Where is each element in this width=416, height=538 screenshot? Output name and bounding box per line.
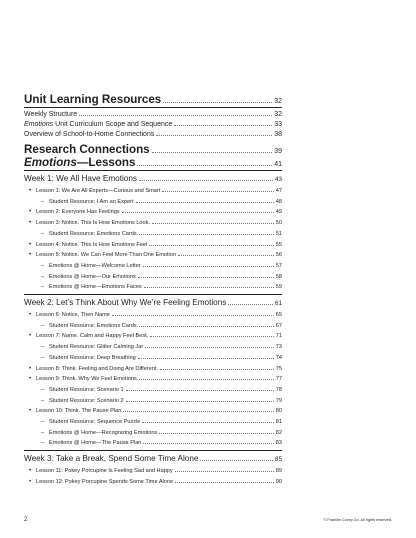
- toc-entry[interactable]: [24, 417, 282, 428]
- toc-entry-page-number: 78: [275, 386, 282, 393]
- toc-entry[interactable]: [24, 477, 282, 488]
- toc-entry-title: [36, 364, 158, 375]
- toc-entry-page-number: 39: [274, 148, 282, 155]
- toc-entry-page-number: 90: [275, 478, 282, 485]
- toc-entry-title: [49, 272, 136, 283]
- dot-leader: [126, 401, 274, 402]
- toc-entry-title: [49, 229, 137, 240]
- toc-entry[interactable]: [24, 321, 282, 332]
- toc-entry[interactable]: [24, 156, 282, 169]
- dot-leader: [160, 369, 274, 370]
- toc-entry[interactable]: [24, 438, 282, 449]
- toc-entry-title: [49, 428, 157, 439]
- section-divider: [24, 450, 282, 451]
- toc-entry-page-number: 71: [275, 333, 282, 340]
- toc-entry-page-number: 48: [275, 198, 282, 205]
- toc-entry[interactable]: [24, 428, 282, 439]
- toc-entry-page-number: 47: [275, 188, 282, 194]
- toc-entry-title-text: Student Resource: Scenario 1: [49, 386, 124, 393]
- toc-entry-title-text: Lesson 11: Pokey Porcupine Is Feeling Sad and Happy: [36, 468, 173, 475]
- toc-entry[interactable]: [24, 297, 282, 310]
- toc-entry[interactable]: [24, 218, 282, 229]
- toc-entry-title-text: Lesson 7: Name. Calm and Happy Feel Best.: [36, 333, 149, 340]
- section-divider: [24, 107, 282, 108]
- toc-entry-title: [49, 385, 124, 396]
- toc-entry-page-number: 79: [275, 397, 282, 404]
- toc-entry-page-number: 51: [275, 230, 282, 237]
- toc-entry-title-text: Lesson 5: Notice. We Can Feel More Than One Emotion: [36, 252, 177, 259]
- toc-entry-title: [24, 297, 226, 309]
- toc-entry-title-text: Student Resource: Deep Breathing: [49, 354, 136, 361]
- toc-entry-page-number: 73: [275, 344, 282, 351]
- dot-leader: [112, 315, 274, 316]
- toc-entry-title-text: Unit Curriculum Scope and Sequence: [53, 121, 173, 128]
- dot-leader: [143, 266, 274, 267]
- toc-entry[interactable]: [24, 331, 282, 342]
- toc-entry-page-number: 43: [274, 176, 282, 183]
- dot-leader: [163, 102, 272, 103]
- dot-leader: [174, 125, 272, 126]
- toc-entry-page-number: 80: [275, 408, 282, 415]
- toc-entry-title: [24, 156, 135, 169]
- toc-entry-title: [36, 477, 173, 488]
- toc-entry-page-number: 89: [275, 468, 282, 475]
- toc-entry[interactable]: [24, 310, 282, 321]
- toc-entry-title-text: Student Resource: Emotions Cards: [49, 230, 137, 237]
- dot-leader: [139, 180, 273, 181]
- toc-entry[interactable]: [24, 240, 282, 251]
- toc-entry-title: [36, 250, 176, 261]
- toc-entry-title: [49, 342, 143, 353]
- toc-entry[interactable]: [24, 272, 282, 283]
- toc-entry[interactable]: [24, 342, 282, 353]
- table-of-contents: [24, 93, 282, 488]
- toc-entry-title: [36, 374, 137, 385]
- toc-entry-page-number: 59: [275, 284, 282, 291]
- toc-entry-title-text: Student Resource: Sequence Puzzle: [49, 419, 141, 426]
- toc-entry-title: [36, 310, 110, 321]
- toc-entry-title-text: Unit Learning Resources: [24, 93, 162, 106]
- dot-leader: [138, 358, 274, 359]
- toc-entry-title-text: Week 3: Take a Break, Spend Some Time Alone: [24, 454, 199, 464]
- dot-leader: [123, 411, 273, 412]
- toc-entry-title: [36, 186, 160, 197]
- dot-leader: [200, 460, 272, 461]
- page-number: 2: [24, 517, 28, 523]
- toc-entry[interactable]: [24, 385, 282, 396]
- dot-leader: [143, 443, 273, 444]
- toc-entry-page-number: 56: [275, 252, 282, 259]
- toc-entry[interactable]: [24, 396, 282, 407]
- toc-entry-title-text: Weekly Structure: [24, 111, 78, 118]
- toc-entry-title-text: Week 2: Let’s Think About Why We’re Feeling Emotions: [24, 298, 227, 308]
- dot-leader: [152, 223, 274, 224]
- toc-entry[interactable]: [24, 250, 282, 261]
- toc-entry-title: [24, 110, 77, 120]
- toc-entry-page-number: 61: [274, 300, 282, 308]
- toc-entry-title: [49, 197, 134, 208]
- toc-entry-title-text: Emotions @ Home—The Pause Plan: [49, 440, 142, 447]
- toc-entry-title: [36, 240, 147, 251]
- toc-entry-title-text: Lesson 4: Notice. This Is How Emotions Feel: [36, 241, 148, 248]
- toc-entry-title: [24, 120, 172, 130]
- toc-entry-page-number: 82: [275, 429, 282, 436]
- dot-leader: [144, 287, 274, 288]
- dot-leader: [126, 390, 274, 391]
- toc-entry-title: [36, 331, 148, 342]
- toc-entry[interactable]: [24, 282, 282, 293]
- section-divider: [24, 170, 282, 171]
- toc-entry-page-number: 55: [275, 241, 282, 248]
- toc-entry-title-text: Lesson 2: Everyone Has Feelings: [36, 209, 120, 216]
- toc-entry[interactable]: [24, 364, 282, 375]
- toc-entry-page-number: 58: [275, 273, 282, 280]
- toc-entry[interactable]: [24, 93, 282, 106]
- toc-entry-title-text: Emotions @ Home—Emotions Faces: [49, 284, 142, 291]
- toc-entry-title: [36, 207, 120, 218]
- toc-entry-title: [49, 396, 124, 407]
- toc-entry-title: [24, 143, 150, 156]
- dot-leader: [152, 152, 273, 153]
- toc-entry[interactable]: [24, 207, 282, 218]
- dot-leader: [178, 255, 274, 256]
- toc-entry-page-number: 75: [275, 365, 282, 372]
- toc-entry-title-text: Lesson 1: We Are All Experts—Curious and Smart: [36, 188, 161, 194]
- dot-leader: [175, 471, 274, 472]
- toc-entry-title: [49, 353, 136, 364]
- toc-entry-title-text: Lesson 8: Think. Feeling and Doing Are Different.: [36, 365, 158, 372]
- toc-entry[interactable]: [24, 120, 282, 130]
- toc-entry[interactable]: [24, 130, 282, 140]
- toc-entry[interactable]: [24, 406, 282, 417]
- toc-entry[interactable]: [24, 466, 282, 477]
- toc-entry-page-number: 50: [275, 220, 282, 227]
- toc-entry-title-text: Week 1: We All Have Emotions: [24, 174, 138, 183]
- dot-leader: [122, 212, 274, 213]
- dot-leader: [159, 433, 273, 434]
- toc-entry-title-text: Lesson 10: Think. The Pause Plan: [36, 408, 122, 415]
- toc-entry-title: [49, 417, 140, 428]
- toc-entry[interactable]: [24, 229, 282, 240]
- toc-entry-title-text: Lesson 3: Notice. This Is How Emotions Look.: [36, 220, 150, 227]
- dot-leader: [156, 135, 272, 136]
- toc-entry[interactable]: [24, 197, 282, 208]
- toc-entry-page-number: 74: [275, 354, 282, 361]
- dot-leader: [162, 191, 274, 192]
- toc-entry-title-italic: Emotions: [24, 156, 77, 169]
- dot-leader: [150, 336, 274, 337]
- toc-entry-title-text: Student Resource: Glitter Calming Jar: [49, 344, 144, 351]
- toc-entry-title: [24, 453, 198, 465]
- dot-leader: [149, 245, 274, 246]
- dot-leader: [139, 326, 274, 327]
- dot-leader: [139, 379, 274, 380]
- toc-entry-title-text: Lesson 6: Notice, Then Name: [36, 312, 110, 319]
- dot-leader: [175, 482, 274, 483]
- toc-entry-title-italic: Emotions: [24, 121, 54, 128]
- toc-entry-title-text: Lesson 9: Think. Why We Feel Emotions: [36, 376, 137, 383]
- toc-entry-page-number: 41: [274, 161, 282, 168]
- toc-entry-title: [24, 173, 137, 185]
- toc-entry-page-number: 49: [275, 209, 282, 216]
- toc-entry-page-number: 83: [275, 440, 282, 447]
- toc-entry-title-text: Student Resource: Emotions Cards: [49, 322, 137, 329]
- section-divider: [24, 294, 282, 295]
- toc-entry-title-text: Emotions @ Home—Welcome Letter: [49, 262, 141, 269]
- toc-entry-title-text: Lesson 12: Pokey Porcupine Spends Some Time Alone: [36, 478, 174, 485]
- toc-entry[interactable]: [24, 143, 282, 156]
- toc-entry-title-text: Emotions @ Home—Our Emotions: [49, 273, 136, 280]
- dot-leader: [136, 202, 274, 203]
- toc-entry[interactable]: [24, 453, 282, 466]
- copyright-notice: © Franklin Covey Co. All rights reserved.: [323, 518, 392, 522]
- toc-entry-title: [49, 321, 137, 332]
- toc-entry-title: [36, 406, 121, 417]
- dot-leader: [139, 234, 274, 235]
- toc-entry-page-number: 67: [275, 322, 282, 329]
- toc-entry-title-text: Student Resource: Scenario 2: [49, 397, 124, 404]
- toc-entry-page-number: 65: [275, 312, 282, 319]
- toc-entry-title-text: Overview of School-to-Home Connections: [24, 131, 155, 138]
- toc-entry-title: [36, 218, 150, 229]
- toc-entry-page-number: 57: [275, 262, 282, 269]
- toc-entry-title: [36, 466, 173, 477]
- toc-entry[interactable]: [24, 374, 282, 385]
- toc-entry-page-number: 33: [274, 121, 282, 128]
- toc-entry-title-text: Research Connections: [24, 143, 150, 156]
- toc-entry-title-text: Student Resource: I Am an Expert: [49, 198, 134, 205]
- toc-entry-page-number: 77: [275, 376, 282, 383]
- dot-leader: [228, 304, 273, 305]
- toc-entry[interactable]: [24, 110, 282, 120]
- toc-entry[interactable]: [24, 353, 282, 364]
- toc-entry[interactable]: [24, 173, 282, 186]
- dot-leader: [79, 115, 272, 116]
- toc-entry-title-text: Emotions @ Home—Recognizing Emotions: [49, 429, 158, 436]
- toc-entry[interactable]: [24, 261, 282, 272]
- toc-entry-title: [49, 261, 141, 272]
- dot-leader: [137, 165, 272, 166]
- toc-entry-page-number: 81: [275, 419, 282, 426]
- dot-leader: [138, 277, 274, 278]
- toc-entry-title: [24, 130, 154, 140]
- toc-entry-title: [24, 93, 161, 106]
- toc-entry[interactable]: [24, 186, 282, 197]
- dot-leader: [145, 347, 274, 348]
- dot-leader: [142, 422, 273, 423]
- toc-entry-page-number: 85: [274, 456, 282, 464]
- toc-entry-page-number: 38: [274, 131, 282, 138]
- toc-entry-page-number: 32: [274, 98, 282, 105]
- toc-entry-title: [49, 282, 142, 293]
- toc-entry-title: [49, 438, 141, 449]
- toc-entry-title-text: —Lessons: [76, 156, 136, 169]
- toc-entry-page-number: 32: [274, 111, 282, 118]
